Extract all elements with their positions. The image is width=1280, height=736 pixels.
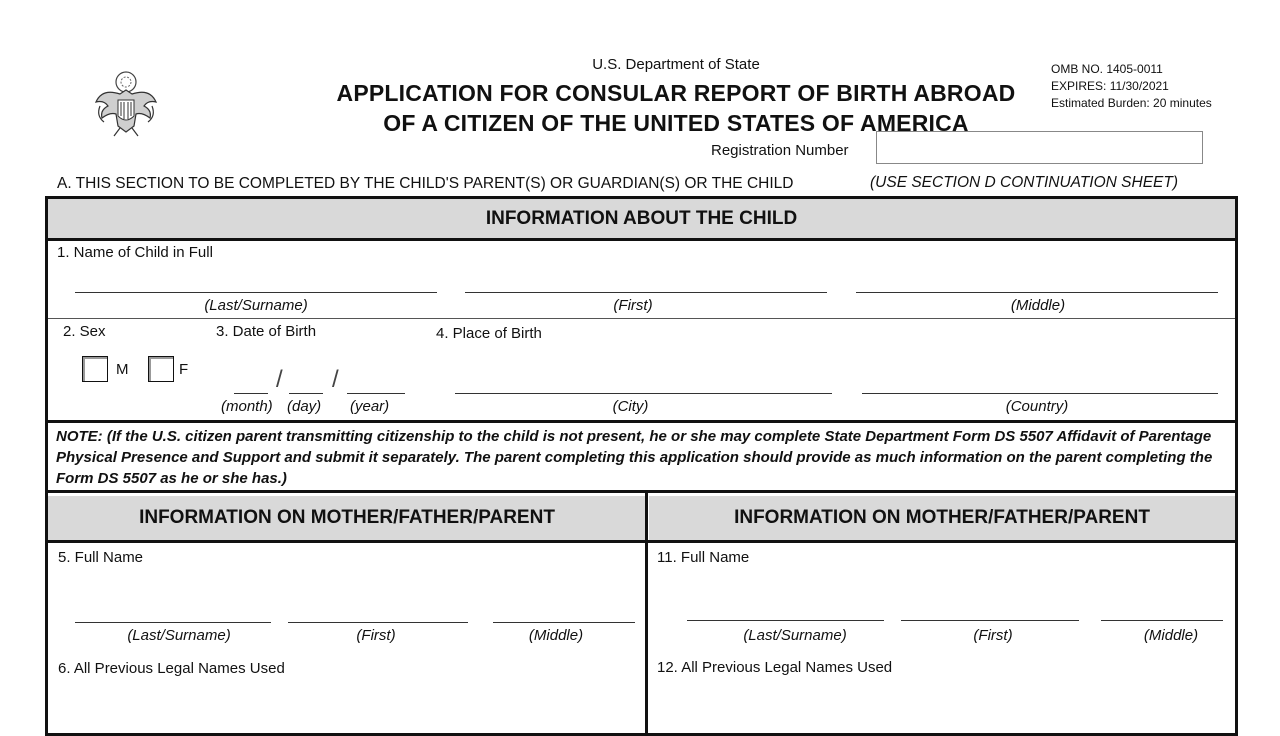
- child-middle-name-caption: (Middle): [1010, 297, 1066, 314]
- sex-female-label: F: [179, 361, 189, 378]
- divider: [48, 238, 1235, 241]
- dob-day-caption: (day): [287, 398, 322, 415]
- parent-left-last-name-field[interactable]: [75, 622, 271, 623]
- parent-right-previous-names-label: 12. All Previous Legal Names Used: [657, 659, 893, 676]
- dob-year-field[interactable]: [347, 393, 405, 394]
- divider: [48, 318, 1235, 319]
- registration-number-label: Registration Number: [711, 142, 849, 159]
- dob-slash: /: [276, 366, 283, 393]
- department-name: U.S. Department of State: [592, 56, 760, 73]
- divider: [48, 540, 1235, 543]
- child-last-name-caption: (Last/Surname): [204, 297, 308, 314]
- dob-label: 3. Date of Birth: [216, 323, 317, 340]
- divider: [48, 490, 1235, 493]
- divider: [48, 420, 1235, 423]
- parent-left-middle-name-field[interactable]: [493, 622, 635, 623]
- parent-right-last-caption: (Last/Surname): [743, 627, 847, 644]
- sex-female-checkbox[interactable]: [148, 356, 174, 382]
- parent-left-first-caption: (First): [356, 627, 396, 644]
- section-a-note: (USE SECTION D CONTINUATION SHEET): [870, 174, 1179, 191]
- parent-left-middle-caption: (Middle): [528, 627, 584, 644]
- parent-left-last-caption: (Last/Surname): [127, 627, 231, 644]
- pob-label: 4. Place of Birth: [436, 325, 542, 342]
- pob-city-field[interactable]: [455, 393, 832, 394]
- parent-right-heading: INFORMATION ON MOTHER/FATHER/PARENT: [649, 496, 1235, 540]
- parent-left-heading: INFORMATION ON MOTHER/FATHER/PARENT: [48, 496, 646, 540]
- pob-city-caption: (City): [612, 398, 649, 415]
- dob-year-caption: (year): [350, 398, 390, 415]
- parent-right-first-name-field[interactable]: [901, 620, 1079, 621]
- parent-right-middle-caption: (Middle): [1143, 627, 1199, 644]
- sex-label: 2. Sex: [63, 323, 106, 340]
- parent-left-first-name-field[interactable]: [288, 622, 468, 623]
- registration-number-field[interactable]: [876, 131, 1203, 164]
- child-last-name-field[interactable]: [75, 292, 437, 293]
- sex-male-checkbox[interactable]: [82, 356, 108, 382]
- parent-left-name-label: 5. Full Name: [58, 549, 144, 566]
- parent-left-previous-names-label: 6. All Previous Legal Names Used: [58, 660, 285, 677]
- dob-month-caption: (month): [221, 398, 273, 415]
- section-a-instructions: A. THIS SECTION TO BE COMPLETED BY THE CHILD'S PARENT(S) OR GUARDIAN(S) OR THE CHILD: [57, 175, 794, 192]
- child-middle-name-field[interactable]: [856, 292, 1218, 293]
- parent-right-first-caption: (First): [973, 627, 1013, 644]
- child-name-label: 1. Name of Child in Full: [57, 244, 213, 261]
- omb-number: OMB NO. 1405-0011: [1051, 62, 1163, 76]
- child-first-name-caption: (First): [613, 297, 653, 314]
- form-title-line-1: APPLICATION FOR CONSULAR REPORT OF BIRTH ABROAD: [336, 80, 1016, 106]
- sex-male-label: M: [116, 361, 129, 378]
- dob-day-field[interactable]: [289, 393, 323, 394]
- child-first-name-field[interactable]: [465, 292, 827, 293]
- pob-country-field[interactable]: [862, 393, 1218, 394]
- expiration-date: EXPIRES: 11/30/2021: [1051, 79, 1169, 93]
- ds5507-note: NOTE: (If the U.S. citizen parent transmitting citizenship to the child is not present, he or she may complete State Department Form DS 5507 Affidavit of Parentage Physical Presence and Support and submit it separately. The parent completing this application should provide as much information on the parent completing the Form DS 5507 as he or she has.): [56, 428, 1213, 487]
- column-divider: [645, 493, 648, 733]
- dob-slash: /: [332, 366, 339, 393]
- estimated-burden: Estimated Burden: 20 minutes: [1051, 96, 1212, 110]
- child-section-heading: INFORMATION ABOUT THE CHILD: [48, 199, 1235, 238]
- pob-country-caption: (Country): [1005, 398, 1069, 415]
- parent-right-name-label: 11. Full Name: [657, 549, 750, 566]
- omb-info: [1051, 61, 1212, 112]
- dob-month-field[interactable]: [234, 393, 268, 394]
- parent-right-middle-name-field[interactable]: [1101, 620, 1223, 621]
- parent-right-last-name-field[interactable]: [687, 620, 884, 621]
- form-title-line-2: OF A CITIZEN OF THE UNITED STATES OF AMERICA: [383, 110, 969, 136]
